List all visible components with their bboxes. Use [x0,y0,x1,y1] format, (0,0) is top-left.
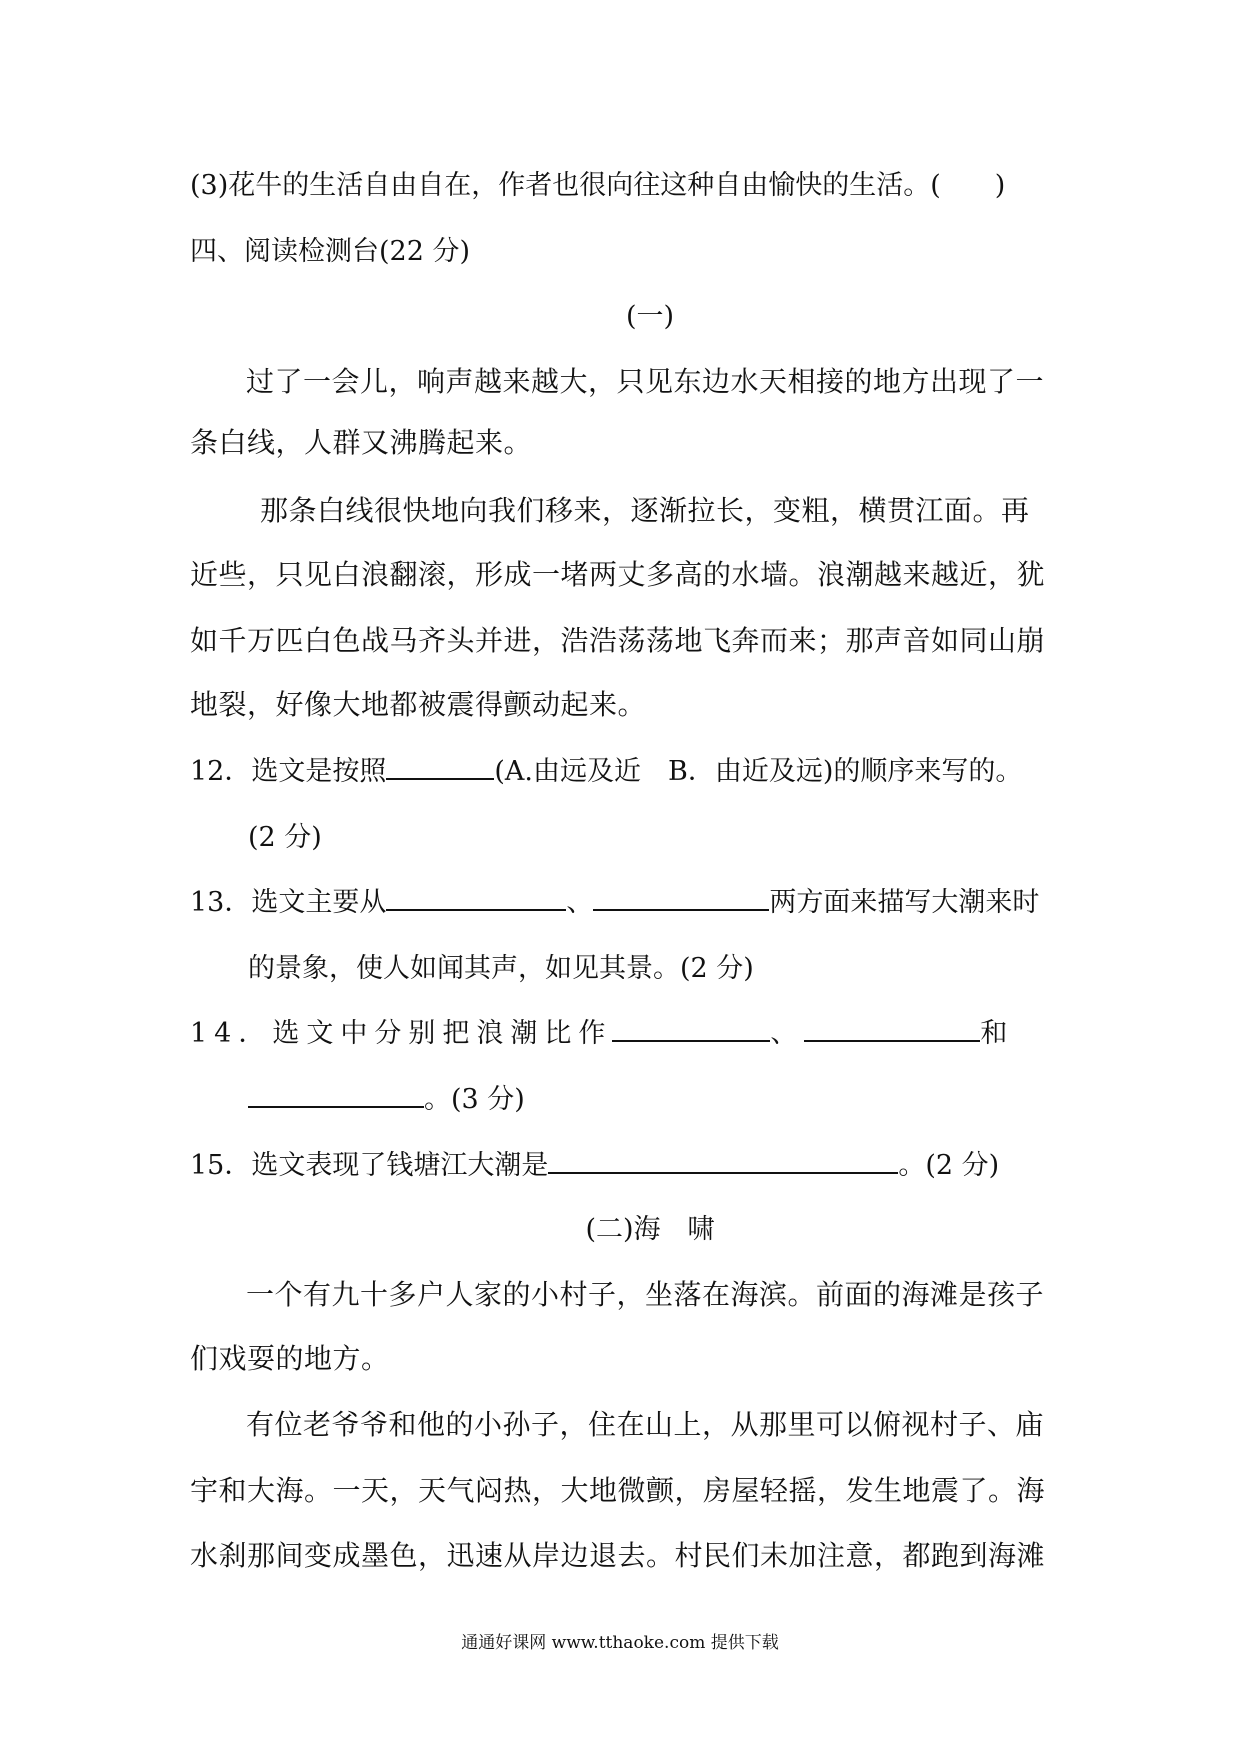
passage-2-title: (二)海 啸 [585,1214,715,1245]
passage-2-line: 宇和大海。一天，天气闷热，大地微颤，房屋轻摇，发生地震了。海 [190,1474,1046,1507]
question-13-stem: 13．选文主要从 [190,887,387,918]
passage-1-line: 那条白线很快地向我们移来，逐渐拉长，变粗，横贯江面。再 [260,494,1030,527]
question-15-score: 。(2 分) [898,1150,1000,1181]
answer-blank[interactable] [593,885,769,911]
section-heading: 四、阅读检测台(22 分) [190,236,471,267]
passage-2-line: 一个有九十多户人家的小村子，坐落在海滨。前面的海滩是孩子 [246,1278,1045,1311]
answer-blank[interactable] [612,1016,770,1042]
separator: 、 [770,1018,805,1049]
passage-1-line: 地裂，好像大地都被震得颤动起来。 [190,688,647,721]
question-15-stem: 15．选文表现了钱塘江大潮是 [190,1150,549,1181]
question-12-stem: 12．选文是按照 [190,756,387,787]
answer-blank[interactable] [386,885,566,911]
separator: 、 [566,887,594,918]
answer-blank[interactable] [386,754,494,780]
question-12 [190,752,1022,792]
question-14-stem: 14．选文中分别把浪潮比作 [190,1018,613,1049]
question-14-score: 。(3 分) [424,1084,525,1115]
passage-2-line: 有位老爷爷和他的小孙子，住在山上，从那里可以俯视村子、庙 [246,1408,1045,1441]
question-12-score: (2 分) [248,822,322,853]
passage-2-line: 水刹那间变成墨色，迅速从岸边退去。村民们未加注意，都跑到海滩 [190,1539,1046,1572]
passage-1-title: (一) [625,301,675,332]
passage-1-line: 条白线，人群又沸腾起来。 [190,426,533,459]
question-14-cont [248,1080,525,1120]
question-3-line: (3)花牛的生活自由自在，作者也很向往这种自由愉快的生活。( ) [190,170,1006,201]
passage-2-line: 们戏耍的地方。 [190,1342,390,1375]
answer-blank[interactable] [548,1148,898,1174]
passage-1-line: 如千万匹白色战马齐头并进，浩浩荡荡地飞奔而来；那声音如同山崩 [190,624,1046,657]
page-footer: 通通好课网 www.tthaoke.com 提供下载 [461,1633,779,1653]
question-13 [190,883,1039,923]
question-15 [190,1146,999,1186]
question-14 [190,1014,1014,1054]
passage-1-line: 过了一会儿，响声越来越大，只见东边水天相接的地方出现了一 [246,365,1045,398]
passage-1-line: 近些，只见白浪翻滚，形成一堵两丈多高的水墙。浪潮越来越近，犹 [190,558,1046,591]
conjunction: 和 [980,1018,1015,1049]
answer-blank[interactable] [248,1082,424,1108]
answer-blank[interactable] [804,1016,980,1042]
question-12-options: (A.由远及近 B．由近及远)的顺序来写的。 [494,756,1023,787]
question-13-rest: 两方面来描写大潮来时 [769,887,1040,918]
question-13-cont: 的景象，使人如闻其声，如见其景。(2 分) [248,953,754,984]
